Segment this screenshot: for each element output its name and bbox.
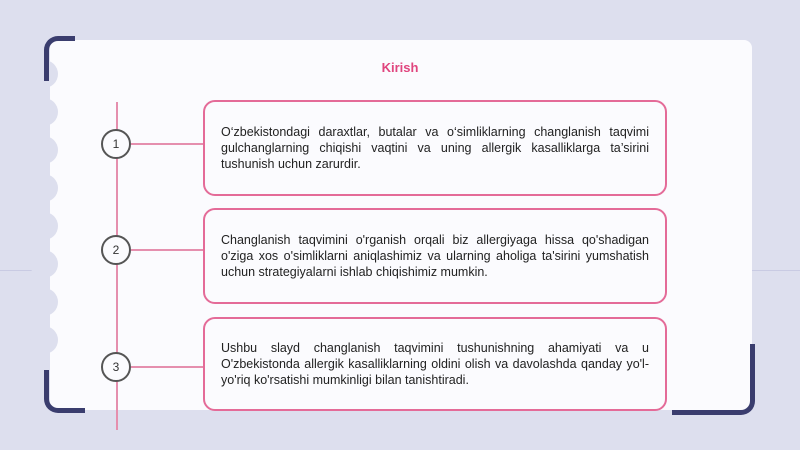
timeline-connector	[131, 366, 203, 368]
card-notch	[30, 250, 58, 278]
step-box	[203, 100, 667, 196]
slide-title: Kirish	[381, 60, 419, 75]
corner-bracket	[44, 370, 85, 413]
step-text: Changlanish taqvimini o'rganish orqali biz allergiyaga hissa qo'shadigan o'ziga xos o'simliklarni aniqlashimiz va ularning aholiga ta'sirini yumshatish uchun strategiyalarni ishlab chiqishimiz mumkin.	[221, 233, 649, 279]
timeline-connector	[131, 143, 203, 145]
corner-bracket	[672, 344, 755, 415]
card-notch	[30, 212, 58, 240]
card-notch	[30, 136, 58, 164]
step-number-badge: 3	[101, 352, 131, 382]
step-text: Ushbu slayd changlanish taqvimini tushunishning ahamiyati va u O'zbekistonda allergik kasalliklarning oldini olish va davolashda qanday yo'l-yo'riq ko'rsatishi mumkinligi bilan tanishtiradi.	[221, 341, 649, 387]
card-notch	[30, 288, 58, 316]
card-notch	[30, 174, 58, 202]
corner-bracket	[44, 36, 75, 81]
step-box	[203, 208, 667, 304]
timeline-connector	[131, 249, 203, 251]
step-text: O‘zbekistondagi daraxtlar, butalar va o‘simliklarning changlanish taqvimi gulchanglarning chiqishi vaqtini va uning allergik kasalliklarga ta’sirini tushunish uchun zarurdir.	[221, 125, 649, 171]
card-notch	[30, 326, 58, 354]
step-number-badge: 2	[101, 235, 131, 265]
card-notch	[30, 98, 58, 126]
step-number-badge: 1	[101, 129, 131, 159]
step-box	[203, 317, 667, 411]
